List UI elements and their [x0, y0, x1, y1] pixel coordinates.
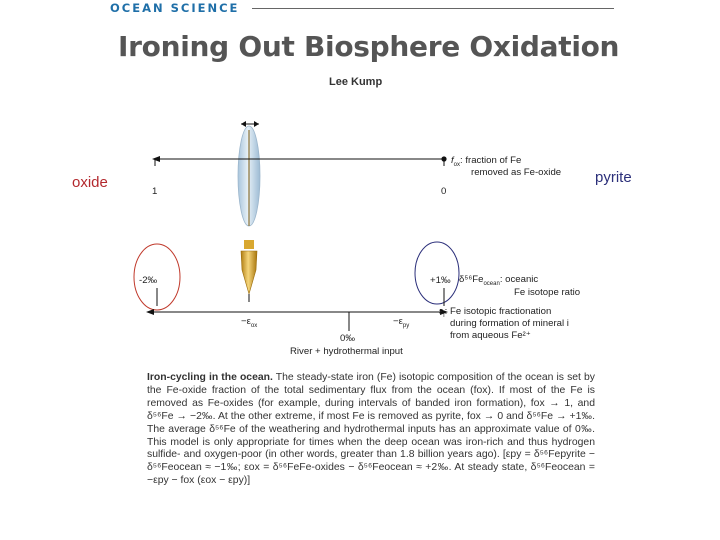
epsilon-py-label: $-\varepsilon_{py}$	[393, 316, 410, 329]
plumb-bob	[241, 251, 257, 294]
ocean-isotope-label: $\delta^{56}Fe_{ocean}$: oceanic	[459, 274, 539, 287]
journal-name: OCEAN SCIENCE	[110, 1, 240, 15]
caption-lead: Iron-cycling in the ocean.	[147, 372, 273, 383]
epsilon-i-line2: during formation of mineral i	[450, 318, 569, 329]
arrow-left-head	[241, 121, 246, 127]
caption-body: The steady-state iron (Fe) isotopic composition of the ocean is set by the Fe-oxide fraction of the total sedimentary flux from the ocean (fox). If most of the Fe is removed as Fe-oxides (for example, during intervals of banded iron formation), fox → 1, and δ⁵⁶Fe → −2‰. At the other extreme, if most Fe is removed as pyrite, fox → 0 and δ⁵⁶Fe → +1‰. The average δ⁵⁶Fe of the weathering and hydrothermal inputs has an approximate value of 0‰. This model is only appropriate for times when the deep ocean was iron-rich and thus hydrogen sulfide- and oxygen-poor (in other words, greater than 1.8 billion years ago). [εpy = δ⁵⁶Fepyrite − δ⁵⁶Feocean ≈ −1‰; εox = δ⁵⁶FeFe-oxides − δ⁵⁶Feocean ≈ +2‰. At steady state, δ⁵⁶Feocean = −εpy − fox (εox − εpy)]	[147, 372, 595, 487]
figure-caption	[147, 372, 595, 488]
side-label-pyrite: pyrite	[595, 169, 632, 186]
ocean-isotope-label-line2: Fe isotope ratio	[514, 287, 581, 298]
input-label: River + hydrothermal input	[290, 346, 403, 357]
page-title: Ironing Out Biosphere Oxidation	[118, 30, 620, 63]
epsilon-i-label: $\varepsilon_i$: Fe isotopic fractionation	[439, 306, 552, 319]
zero-permil: 0‰	[340, 333, 355, 344]
tick-label-left: 1	[152, 186, 158, 197]
fox-axis-arrowhead	[152, 156, 160, 162]
plumb-bob-cap	[244, 240, 254, 249]
plus-one-permil: +1‰	[430, 275, 451, 286]
tick-label-right: 0	[441, 186, 447, 197]
side-label-oxide: oxide	[72, 174, 108, 191]
epsilon-ox-label: $-\varepsilon_{ox}$	[241, 316, 258, 329]
arrow-right-head	[254, 121, 259, 127]
epsilon-i-line3: from aqueous Fe²⁺	[450, 330, 531, 341]
fox-label: $f_{ox}$: fraction of Fe	[451, 155, 522, 168]
right-circle-highlight	[415, 242, 459, 304]
fox-label-line2: removed as Fe-oxide	[471, 167, 562, 178]
minus-two-permil: -2‰	[139, 275, 158, 286]
epsilon-axis-arrow-left	[146, 309, 154, 315]
author: Lee Kump	[329, 76, 383, 88]
